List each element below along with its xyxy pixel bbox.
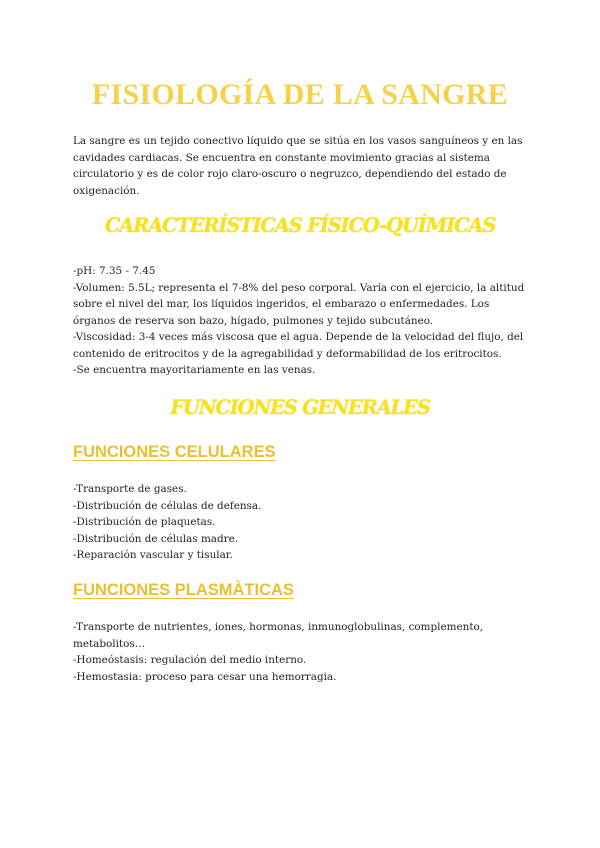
- list-item: -Volumen: 5.5L; representa el 7-8% del peso corporal. Varía con el ejercicio, la altitud sobre el nivel del mar, los líquidos ingeridos, el embarazo o enfermedades. Los órganos de reserva son bazo, hígado, pulmones y tejido subcutáneo.: [73, 281, 525, 327]
- list-item: -Transporte de nutrientes, iones, hormonas, inmunoglobulinas, complemento, metabolitos…: [73, 621, 484, 650]
- cellular-functions-heading: FUNCIONES CELULARES: [73, 443, 276, 461]
- list-item: -Distribución de plaquetas.: [73, 516, 216, 528]
- list-item: -Se encuentra mayoritariamente en las venas.: [73, 364, 316, 376]
- page-title: FISIOLOGÍA DE LA SANGRE: [91, 78, 509, 111]
- list-item: -pH: 7.35 - 7.45: [73, 265, 156, 277]
- characteristics-list: [73, 263, 533, 379]
- intro-paragraph: La sangre es un tejido conectivo líquido que se sitúa en los vasos sanguíneos y en las cavidades cardiacas. Se encuentra en constante movimiento gracias al sistema circulatorio y es de color rojo claro-oscuro o negruzco, dependiendo del estado de oxigenación.: [73, 135, 523, 197]
- plasmatic-functions-list: [73, 619, 533, 685]
- list-item: -Transporte de gases.: [73, 483, 187, 495]
- functions-heading: FUNCIONES GENERALES: [170, 396, 430, 419]
- list-item: -Viscosidad: 3-4 veces más viscosa que el agua. Depende de la velocidad del flujo, del contenido de eritrocitos y de la agregabilidad y deformabilidad de los eritrocitos.: [73, 331, 524, 360]
- list-item: -Homeóstasis: regulación del medio interno.: [73, 654, 307, 666]
- cellular-functions-list: [73, 481, 533, 564]
- list-item: -Distribución de células madre.: [73, 532, 239, 545]
- list-item: -Hemostasia: proceso para cesar una hemorragia.: [73, 670, 337, 683]
- plasmatic-functions-heading: FUNCIONES PLASMÀTICAS: [73, 581, 294, 599]
- list-item: -Reparación vascular y tisular.: [73, 549, 233, 561]
- list-item: -Distribución de células de defensa.: [73, 499, 262, 512]
- characteristics-heading: CARACTERÍSTICAS FÍSICO-QUÍMICAS: [104, 214, 496, 237]
